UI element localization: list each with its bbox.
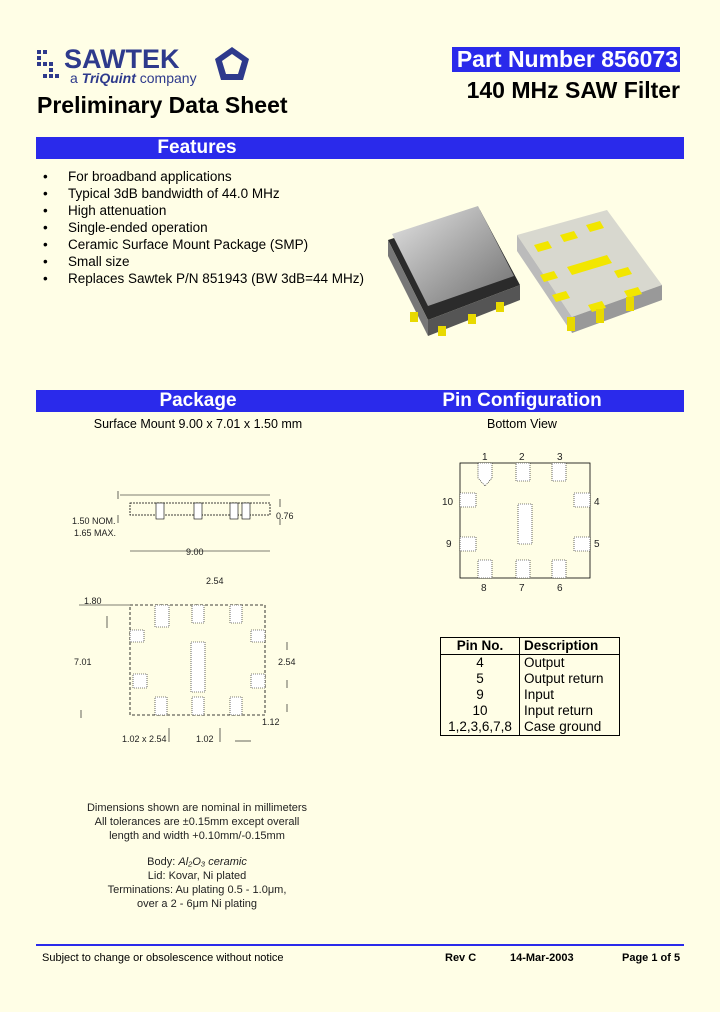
list-item: • Ceramic Surface Mount Package (SMP) xyxy=(38,236,364,253)
dim-254a: 2.54 xyxy=(206,576,224,586)
part-number-badge: Part Number 856073 xyxy=(452,47,680,72)
dim-076: 0.76 xyxy=(276,511,294,521)
table-cell: 4 xyxy=(441,655,520,672)
brand-wordmark: SAWTEK xyxy=(64,44,180,74)
pin-config-heading: Pin Configuration xyxy=(360,390,684,412)
list-item: • For broadband applications xyxy=(38,168,364,185)
pin-label-1: 1 xyxy=(482,452,488,463)
table-cell: Output return xyxy=(520,671,620,687)
package-footprint-diagram xyxy=(75,600,300,750)
package-subtitle: Surface Mount 9.00 x 7.01 x 1.50 mm xyxy=(93,417,303,431)
pentagon-logo-icon xyxy=(212,44,252,84)
list-item: • High attenuation xyxy=(38,202,364,219)
pin-label-9: 9 xyxy=(446,539,452,550)
table-cell: Input xyxy=(520,687,620,703)
term-line: Terminations: Au plating 0.5 - 1.0μm, xyxy=(107,884,287,896)
list-item: • Replaces Sawtek P/N 851943 (BW 3dB=44 MHz) xyxy=(38,270,364,287)
list-item: • Typical 3dB bandwidth of 44.0 MHz xyxy=(38,185,364,202)
pin-label-3: 3 xyxy=(557,452,563,463)
material-notes xyxy=(52,855,342,911)
table-row xyxy=(441,719,620,736)
footer-date: 14-Mar-2003 xyxy=(510,952,574,964)
table-cell: 1,2,3,6,7,8 xyxy=(441,719,520,736)
table-row xyxy=(441,671,620,687)
dim-180: 1.80 xyxy=(84,596,102,606)
pin-label-7: 7 xyxy=(519,583,525,594)
pin-label-5: 5 xyxy=(594,539,600,550)
footer-divider xyxy=(36,944,684,946)
pin-label-2: 2 xyxy=(519,452,525,463)
dim-254b: 2.54 xyxy=(278,657,296,667)
table-cell: Input return xyxy=(520,703,620,719)
dim-900: 9.00 xyxy=(186,547,204,557)
pin-config-subtitle: Bottom View xyxy=(487,417,557,431)
table-header-row xyxy=(441,638,620,655)
pin-label-6: 6 xyxy=(557,583,563,594)
package-top-render xyxy=(380,200,530,345)
pin-label-10: 10 xyxy=(442,497,454,508)
footer-notice: Subject to change or obsolescence without notice xyxy=(42,952,284,964)
pin-configuration-diagram xyxy=(440,448,610,598)
dim-102x254: 1.02 x 2.54 xyxy=(122,734,167,744)
features-list xyxy=(38,168,364,287)
product-title: 140 MHz SAW Filter xyxy=(466,77,680,103)
table-cell: Case ground xyxy=(520,719,620,736)
table-header: Pin No. xyxy=(441,638,520,655)
features-heading-bar xyxy=(358,137,684,159)
term-line: over a 2 - 6μm Ni plating xyxy=(136,898,258,910)
brand-tagline: a TriQuint company xyxy=(70,70,197,86)
table-cell: 9 xyxy=(441,687,520,703)
table-cell: 5 xyxy=(441,671,520,687)
note-line: length and width +0.10mm/-0.15mm xyxy=(109,830,285,842)
pin-label-8: 8 xyxy=(481,583,487,594)
table-cell: Output xyxy=(520,655,620,672)
sawtek-logo-icon xyxy=(36,48,66,82)
table-cell: 10 xyxy=(441,703,520,719)
table-row xyxy=(441,703,620,719)
dim-701: 7.01 xyxy=(74,657,92,667)
package-heading: Package xyxy=(36,390,360,412)
footer-page: Page 1 of 5 xyxy=(622,952,681,964)
dim-height-max: 1.65 MAX. xyxy=(74,528,117,538)
list-item: • Small size xyxy=(38,253,364,270)
package-bottom-render xyxy=(512,205,667,345)
note-line: Dimensions shown are nominal in millimeters xyxy=(86,802,308,814)
table-row xyxy=(441,687,620,703)
lid-line: Lid: Kovar, Ni plated xyxy=(147,870,247,882)
footer-rev: Rev C xyxy=(445,952,477,964)
dim-height-nom: 1.50 NOM. xyxy=(72,516,116,526)
dim-112: 1.12 xyxy=(262,717,280,727)
dim-102: 1.02 xyxy=(196,734,214,744)
table-row xyxy=(441,655,620,672)
table-header: Description xyxy=(520,638,620,655)
note-line: All tolerances are ±0.15mm except overall xyxy=(94,816,300,828)
list-item: • Single-ended operation xyxy=(38,219,364,236)
dimension-notes xyxy=(52,801,342,843)
features-heading: Features xyxy=(36,137,358,159)
body-line: Body: Al₂O₃ ceramic xyxy=(147,856,247,868)
pin-label-4: 4 xyxy=(594,497,600,508)
pin-table xyxy=(440,637,620,736)
doc-title: Preliminary Data Sheet xyxy=(37,92,288,118)
